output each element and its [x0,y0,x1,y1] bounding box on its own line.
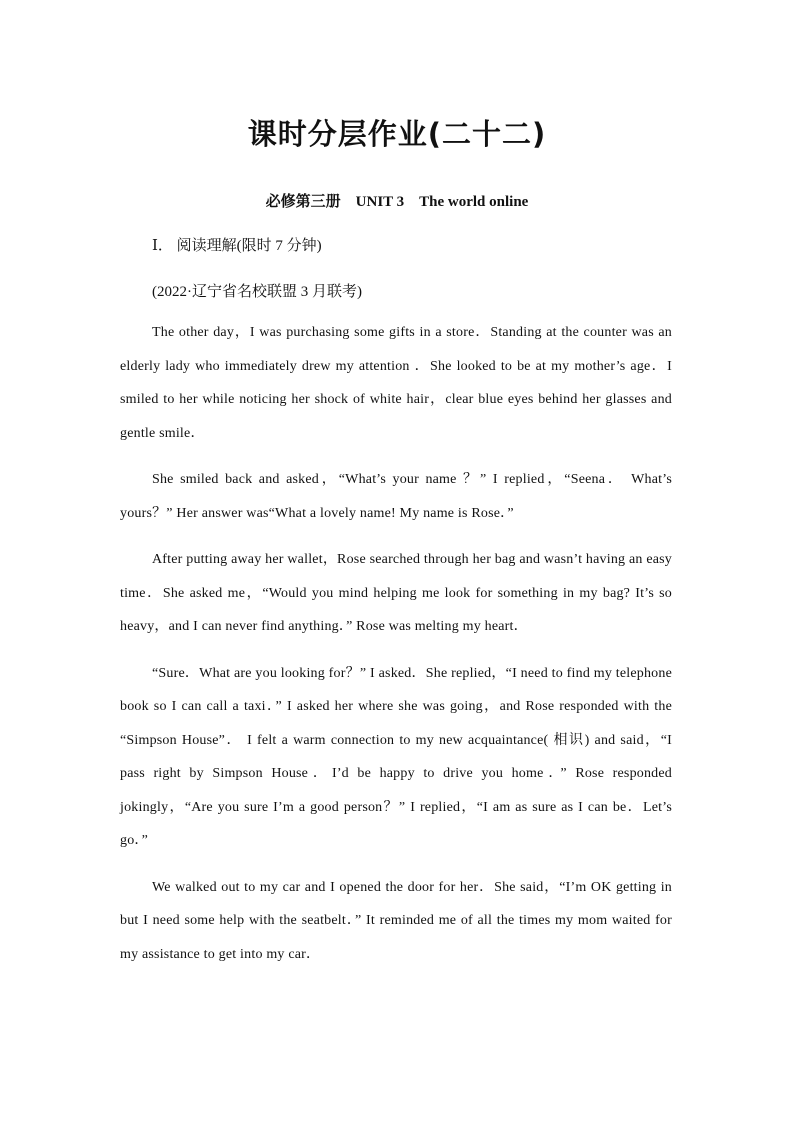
paragraph: After putting away her wallet，Rose searched through her bag and wasn’t having an easy time．She asked me，“Would you mind helping me look for something in my bag? It’s so heavy，and I can never find anything．” Rose was melting my heart． [120,552,672,634]
passage-body [120,316,672,984]
paragraph: She smiled back and asked，“What’s your name ？” I replied，“Seena． What’s yours？” Her answer was“What a lovely name! My name is Rose．” [120,472,672,521]
paragraph: “Sure．What are you looking for？” I asked．She replied，“I need to find my telephone book so I can call a taxi．” I asked her where she was going，and Rose responded with the “Simpson House”． I felt a warm connection to my new acquaintance( 相识) and said，“I pass right by Simpson House．I’d be happy to drive you home．” Rose responded jokingly，“Are you sure I’m a good person？” I replied，“I am as sure as I can be．Let’s go．” [120,665,672,848]
paragraph: The other day，I was purchasing some gifts in a store．Standing at the counter was an elderly lady who immediately drew my attention ．She looked to be at my mother’s age．I smiled to her while noticing her shock of white hair，clear blue eyes behind her glasses and gentle smile． [120,325,672,441]
paragraph: We walked out to my car and I opened the door for her．She said，“I’m OK getting in but I need some help with the seatbelt．” It reminded me of all the times my mom waited for my assistance to get into my car． [120,879,672,962]
passage-source: (2022·辽宁省名校联盟 3 月联考) [152,284,362,300]
page-title: 课时分层作业(二十二) [247,117,547,151]
section-heading: Ⅰ． 阅读理解(限时 7 分钟) [152,238,322,254]
page-subtitle: 必修第三册 UNIT 3 The world online [265,194,529,210]
